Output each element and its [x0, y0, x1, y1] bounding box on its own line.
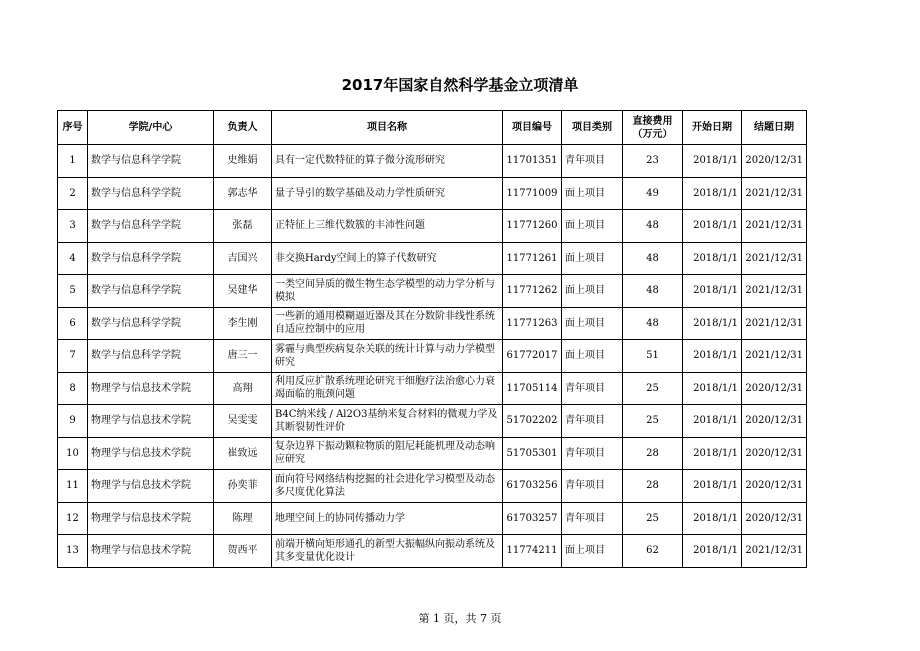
header-project-no: 项目编号	[503, 111, 562, 145]
cell-end-date: 2021/12/31	[742, 535, 807, 568]
cell-project-name: 具有一定代数特征的算子微分流形研究	[272, 145, 503, 178]
cell-category: 面上项目	[562, 177, 623, 210]
cell-project-no: 11771262	[503, 275, 562, 308]
cell-seq: 12	[58, 502, 88, 535]
cell-project-name: 雾霾与典型疾病复杂关联的统计计算与动力学模型研究	[272, 340, 503, 373]
cell-funding: 28	[623, 437, 683, 470]
cell-end-date: 2020/12/31	[742, 372, 807, 405]
table-row	[58, 502, 807, 535]
cell-start-date: 2018/1/1	[683, 177, 742, 210]
cell-category: 面上项目	[562, 275, 623, 308]
cell-end-date: 2021/12/31	[742, 275, 807, 308]
cell-college: 物理学与信息技术学院	[88, 535, 214, 568]
cell-project-no: 11705114	[503, 372, 562, 405]
table-row	[58, 372, 807, 405]
cell-seq: 9	[58, 405, 88, 438]
cell-funding: 23	[623, 145, 683, 178]
cell-start-date: 2018/1/1	[683, 502, 742, 535]
table-header-row	[58, 111, 807, 145]
cell-project-name: 前端开横向矩形通孔的新型大振幅纵向振动系统及其多变量优化设计	[272, 535, 503, 568]
cell-project-name: 量子导引的数学基础及动力学性质研究	[272, 177, 503, 210]
header-college: 学院/中心	[88, 111, 214, 145]
table-row	[58, 340, 807, 373]
cell-project-name: 利用反应扩散系统理论研究干细胞疗法治愈心力衰竭面临的瓶颈问题	[272, 372, 503, 405]
cell-start-date: 2018/1/1	[683, 437, 742, 470]
cell-funding: 49	[623, 177, 683, 210]
cell-college: 物理学与信息技术学院	[88, 437, 214, 470]
cell-college: 数学与信息科学学院	[88, 177, 214, 210]
table-row	[58, 307, 807, 340]
cell-start-date: 2018/1/1	[683, 405, 742, 438]
cell-leader: 陈理	[214, 502, 272, 535]
cell-end-date: 2020/12/31	[742, 145, 807, 178]
cell-seq: 1	[58, 145, 88, 178]
cell-category: 青年项目	[562, 502, 623, 535]
cell-project-name: 复杂边界下振动颗粒物质的阻尼耗能机理及动态响应研究	[272, 437, 503, 470]
cell-project-no: 11774211	[503, 535, 562, 568]
project-table	[57, 110, 807, 568]
cell-funding: 48	[623, 242, 683, 275]
cell-end-date: 2021/12/31	[742, 340, 807, 373]
cell-seq: 8	[58, 372, 88, 405]
document-title: 2017年国家自然科学基金立项清单	[341, 76, 579, 94]
header-seq: 序号	[58, 111, 88, 145]
cell-seq: 3	[58, 210, 88, 243]
cell-seq: 13	[58, 535, 88, 568]
cell-end-date: 2020/12/31	[742, 405, 807, 438]
cell-leader: 吴建华	[214, 275, 272, 308]
cell-seq: 5	[58, 275, 88, 308]
cell-seq: 7	[58, 340, 88, 373]
cell-project-no: 11771263	[503, 307, 562, 340]
cell-college: 物理学与信息技术学院	[88, 372, 214, 405]
cell-project-name: 一些新的通用模糊逼近器及其在分数阶非线性系统自适应控制中的应用	[272, 307, 503, 340]
cell-category: 面上项目	[562, 210, 623, 243]
cell-funding: 25	[623, 372, 683, 405]
cell-seq: 4	[58, 242, 88, 275]
cell-end-date: 2020/12/31	[742, 437, 807, 470]
cell-leader: 郭志华	[214, 177, 272, 210]
cell-seq: 10	[58, 437, 88, 470]
table-row	[58, 405, 807, 438]
cell-project-name: 面向符号网络结构挖掘的社会进化学习模型及动态多尺度优化算法	[272, 470, 503, 503]
cell-leader: 张磊	[214, 210, 272, 243]
cell-category: 青年项目	[562, 145, 623, 178]
cell-seq: 6	[58, 307, 88, 340]
cell-project-no: 61703256	[503, 470, 562, 503]
cell-end-date: 2021/12/31	[742, 242, 807, 275]
cell-project-no: 11771260	[503, 210, 562, 243]
cell-funding: 51	[623, 340, 683, 373]
cell-leader: 贺西平	[214, 535, 272, 568]
table-row	[58, 535, 807, 568]
cell-start-date: 2018/1/1	[683, 372, 742, 405]
cell-project-name: 一类空间异质的微生物生态学模型的动力学分析与模拟	[272, 275, 503, 308]
cell-end-date: 2021/12/31	[742, 177, 807, 210]
cell-funding: 48	[623, 275, 683, 308]
cell-college: 数学与信息科学学院	[88, 340, 214, 373]
cell-end-date: 2021/12/31	[742, 307, 807, 340]
header-category: 项目类别	[562, 111, 623, 145]
table-row	[58, 437, 807, 470]
cell-seq: 11	[58, 470, 88, 503]
page-footer: 第 1 页，共 7 页	[418, 612, 502, 625]
header-funding	[623, 111, 683, 145]
header-start-date: 开始日期	[683, 111, 742, 145]
cell-start-date: 2018/1/1	[683, 535, 742, 568]
cell-category: 青年项目	[562, 372, 623, 405]
cell-seq: 2	[58, 177, 88, 210]
table-row	[58, 177, 807, 210]
cell-project-name: 正特征上三维代数簇的丰沛性问题	[272, 210, 503, 243]
cell-start-date: 2018/1/1	[683, 145, 742, 178]
cell-start-date: 2018/1/1	[683, 210, 742, 243]
cell-project-name: 非交换Hardy空间上的算子代数研究	[272, 242, 503, 275]
cell-start-date: 2018/1/1	[683, 470, 742, 503]
cell-college: 数学与信息科学学院	[88, 210, 214, 243]
cell-leader: 崔致远	[214, 437, 272, 470]
cell-college: 物理学与信息技术学院	[88, 405, 214, 438]
cell-start-date: 2018/1/1	[683, 340, 742, 373]
cell-start-date: 2018/1/1	[683, 275, 742, 308]
cell-college: 数学与信息科学学院	[88, 275, 214, 308]
table-row	[58, 470, 807, 503]
cell-project-no: 61772017	[503, 340, 562, 373]
cell-leader: 史维娟	[214, 145, 272, 178]
cell-project-no: 51705301	[503, 437, 562, 470]
cell-college: 物理学与信息技术学院	[88, 502, 214, 535]
cell-start-date: 2018/1/1	[683, 242, 742, 275]
table-row	[58, 210, 807, 243]
header-leader: 负责人	[214, 111, 272, 145]
cell-leader: 高翔	[214, 372, 272, 405]
cell-funding: 28	[623, 470, 683, 503]
cell-leader: 唐三一	[214, 340, 272, 373]
table-row	[58, 145, 807, 178]
cell-college: 数学与信息科学学院	[88, 242, 214, 275]
cell-category: 面上项目	[562, 307, 623, 340]
header-project-name: 项目名称	[272, 111, 503, 145]
header-end-date: 结题日期	[742, 111, 807, 145]
cell-project-name: B4C纳米线 / Al2O3基纳米复合材料的微观力学及其断裂韧性评价	[272, 405, 503, 438]
cell-category: 面上项目	[562, 340, 623, 373]
cell-college: 物理学与信息技术学院	[88, 470, 214, 503]
cell-leader: 吉国兴	[214, 242, 272, 275]
cell-start-date: 2018/1/1	[683, 307, 742, 340]
table-row	[58, 242, 807, 275]
cell-category: 青年项目	[562, 405, 623, 438]
cell-project-no: 61703257	[503, 502, 562, 535]
table-body	[58, 145, 807, 568]
cell-college: 数学与信息科学学院	[88, 307, 214, 340]
cell-project-no: 11771261	[503, 242, 562, 275]
cell-leader: 孙奕菲	[214, 470, 272, 503]
cell-end-date: 2021/12/31	[742, 210, 807, 243]
cell-category: 面上项目	[562, 242, 623, 275]
header-funding-line1: 直接费用	[632, 115, 673, 127]
cell-funding: 62	[623, 535, 683, 568]
cell-project-no: 11701351	[503, 145, 562, 178]
cell-leader: 吴雯雯	[214, 405, 272, 438]
cell-funding: 48	[623, 307, 683, 340]
table-row	[58, 275, 807, 308]
header-funding-line2: （万元）	[632, 128, 673, 140]
cell-funding: 25	[623, 502, 683, 535]
cell-category: 青年项目	[562, 437, 623, 470]
cell-college: 数学与信息科学学院	[88, 145, 214, 178]
cell-category: 面上项目	[562, 535, 623, 568]
cell-end-date: 2020/12/31	[742, 502, 807, 535]
cell-project-no: 11771009	[503, 177, 562, 210]
cell-end-date: 2020/12/31	[742, 470, 807, 503]
cell-project-no: 51702202	[503, 405, 562, 438]
cell-category: 青年项目	[562, 470, 623, 503]
cell-funding: 48	[623, 210, 683, 243]
cell-leader: 李生刚	[214, 307, 272, 340]
cell-funding: 25	[623, 405, 683, 438]
cell-project-name: 地理空间上的协同传播动力学	[272, 502, 503, 535]
